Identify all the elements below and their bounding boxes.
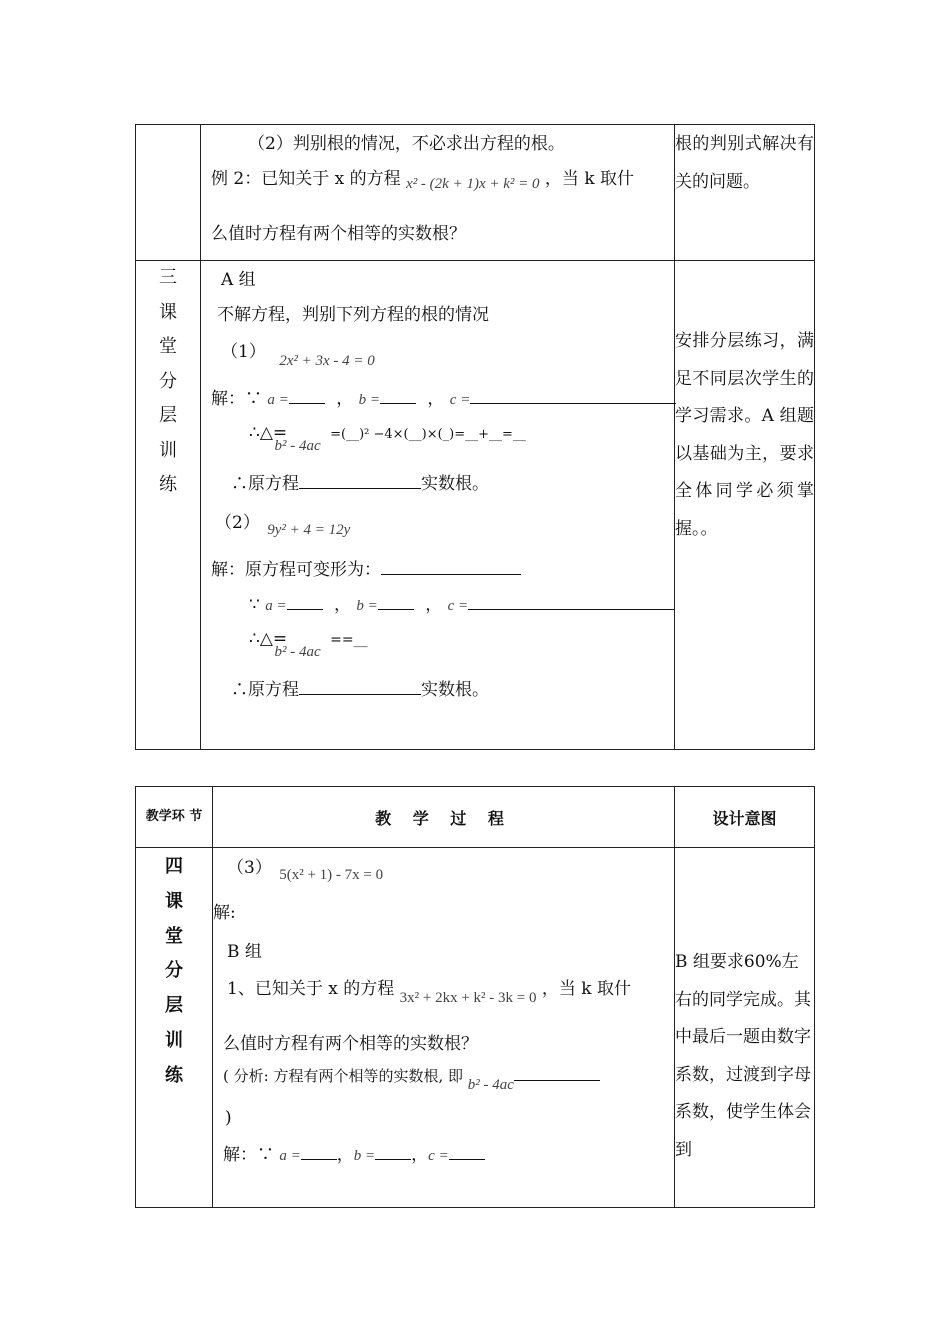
coef-b-blank[interactable] xyxy=(380,387,416,404)
process-cell-group-a xyxy=(201,261,675,750)
process-cell-example2 xyxy=(201,125,675,261)
group-b-title: B 组 xyxy=(227,942,262,962)
example2-question: 么值时方程有两个相等的实数根？ xyxy=(211,224,466,244)
transform-label: 解：原方程可变形为： xyxy=(211,560,381,580)
group-a-instruction: 不解方程，判别下列方程的根的情况 xyxy=(217,305,489,325)
analysis-blank[interactable] xyxy=(514,1064,600,1081)
because-label: ∵ xyxy=(249,595,260,615)
group-a-title: A 组 xyxy=(221,270,256,290)
b1-question: 么值时方程有两个相等的实数根？ xyxy=(223,1034,478,1054)
header-teaching-stage: 教学环 节 xyxy=(136,787,213,848)
coef-a-blank[interactable] xyxy=(301,1143,337,1160)
conclusion-suffix: 实数根。 xyxy=(421,474,489,494)
header-design-intent: 设计意图 xyxy=(675,787,815,848)
coef-b-blank[interactable] xyxy=(378,593,414,610)
question-2-number: （2） xyxy=(215,513,260,533)
question-1-equation: 2x² + 3x - 4 = 0 xyxy=(279,353,375,369)
b1-coefficients-line: 解：∵ a = ，b = ，c = xyxy=(223,1140,674,1165)
q1-conclusion xyxy=(231,469,674,494)
design-cell-group-b: B 组要求60%左右的同学完成。其中最后一题由数字系数，过渡到字母系数，使学生体会到 xyxy=(675,848,815,1208)
section-char: 分 xyxy=(165,960,183,982)
process-cell-group-b xyxy=(213,848,675,1208)
analysis-text: ( 分析: 方程有两个相等的实数根, 即 xyxy=(223,1067,463,1085)
delta-expression: b² - 4ac xyxy=(274,644,321,660)
q2-transform-line xyxy=(211,555,674,580)
conclusion-blank[interactable] xyxy=(299,472,421,489)
q1-discriminant-line xyxy=(249,423,674,454)
question-1-number: （1） xyxy=(221,342,266,362)
question-2 xyxy=(215,508,674,538)
coef-b-label: b = xyxy=(353,1148,376,1164)
section-char: 练 xyxy=(159,474,177,495)
q2-coefficients-line: ∵ a = ， b = ， c = xyxy=(249,590,674,615)
section-char: 练 xyxy=(165,1064,183,1086)
section-label-layered-training xyxy=(136,261,201,750)
section-char: 训 xyxy=(165,1029,183,1051)
section-char: 三 xyxy=(159,267,177,288)
q2-conclusion xyxy=(231,675,674,700)
coef-a-blank[interactable] xyxy=(287,593,323,610)
section-char: 课 xyxy=(165,890,183,912)
b1-line xyxy=(227,974,674,1006)
coef-c-blank[interactable] xyxy=(470,387,676,404)
section-label-layered-training-4 xyxy=(136,848,213,1208)
section-char: 层 xyxy=(165,995,183,1017)
coef-a-label: a = xyxy=(267,392,289,408)
header-teaching-process: 教 学 过 程 xyxy=(213,787,675,848)
transform-blank[interactable] xyxy=(381,558,521,575)
coef-c-label: c = xyxy=(428,1148,449,1164)
b1-equation: 3x² + 2kx + k² - 3k = 0 xyxy=(399,990,537,1006)
q1-coefficients-line: 解：∵ a = ， b = ， c = xyxy=(211,384,674,409)
q3-solve-label: 解: xyxy=(213,903,236,923)
section-char: 分 xyxy=(159,370,177,392)
coef-c-blank[interactable] xyxy=(449,1143,485,1160)
section-char: 层 xyxy=(159,405,177,426)
analysis-line xyxy=(223,1064,674,1093)
delta-tail: =(__)² −4×(__)×(_)=__+__=__ xyxy=(330,427,526,442)
coef-c-blank[interactable] xyxy=(468,593,674,610)
section-char: 四 xyxy=(165,856,183,877)
delta-tail: ==__ xyxy=(330,632,368,648)
coef-c-label: c = xyxy=(449,392,471,408)
conclusion-blank[interactable] xyxy=(299,678,421,695)
analysis-expression: b² - 4ac xyxy=(467,1077,514,1093)
conclusion-prefix: ∴原方程 xyxy=(231,680,299,700)
section-char: 课 xyxy=(159,301,177,323)
analysis-close: ) xyxy=(225,1108,232,1128)
section-char: 堂 xyxy=(165,925,183,947)
lesson-table-1 xyxy=(135,124,815,750)
example2-prefix: 例 2：已知关于 x 的方程 xyxy=(211,169,401,189)
question-2-equation: 9y² + 4 = 12y xyxy=(267,522,351,538)
conclusion-prefix: ∴原方程 xyxy=(231,474,299,494)
example2-line xyxy=(211,164,674,192)
question-3 xyxy=(227,853,674,883)
solution-label: 解：∵ xyxy=(223,1145,274,1165)
coef-c-label: c = xyxy=(447,598,469,614)
lesson-table-2 xyxy=(135,786,815,1208)
coef-a-label: a = xyxy=(265,598,287,614)
example2-suffix: ，当 k 取什 xyxy=(544,169,635,189)
example2-equation: x² - (2k + 1)x + k² = 0 xyxy=(406,176,540,192)
delta-label: ∴△= xyxy=(249,423,288,443)
question-3-equation: 5(x² + 1) - 7x = 0 xyxy=(279,867,384,883)
section-cell-empty xyxy=(136,125,201,261)
section-char: 堂 xyxy=(159,336,177,357)
coef-b-label: b = xyxy=(356,598,378,614)
design-cell-discriminant: 根的判别式解决有关的问题。 xyxy=(675,125,815,261)
question-3-number: （3） xyxy=(227,858,272,878)
coef-a-blank[interactable] xyxy=(289,387,325,404)
question-1 xyxy=(221,337,674,369)
b1-suffix: ，当 k 取什 xyxy=(541,979,632,999)
delta-label: ∴△= xyxy=(249,629,288,649)
design-cell-group-a: 安排分层练习，满足不同层次学生的学习需求。A 组题以基础为主，要求全体同学必须掌握。。 xyxy=(675,261,815,750)
delta-expression: b² - 4ac xyxy=(274,438,321,454)
solution-label: 解：∵ xyxy=(211,389,262,409)
coef-a-label: a = xyxy=(279,1148,301,1164)
b1-prefix: 1、已知关于 x 的方程 xyxy=(227,979,395,999)
judge-roots-line: （2）判别根的情况，不必求出方程的根。 xyxy=(248,134,565,154)
conclusion-suffix: 实数根。 xyxy=(421,680,489,700)
coef-b-label: b = xyxy=(358,392,380,408)
section-char: 训 xyxy=(159,439,177,461)
coef-b-blank[interactable] xyxy=(375,1143,411,1160)
q2-discriminant-line xyxy=(249,629,674,660)
